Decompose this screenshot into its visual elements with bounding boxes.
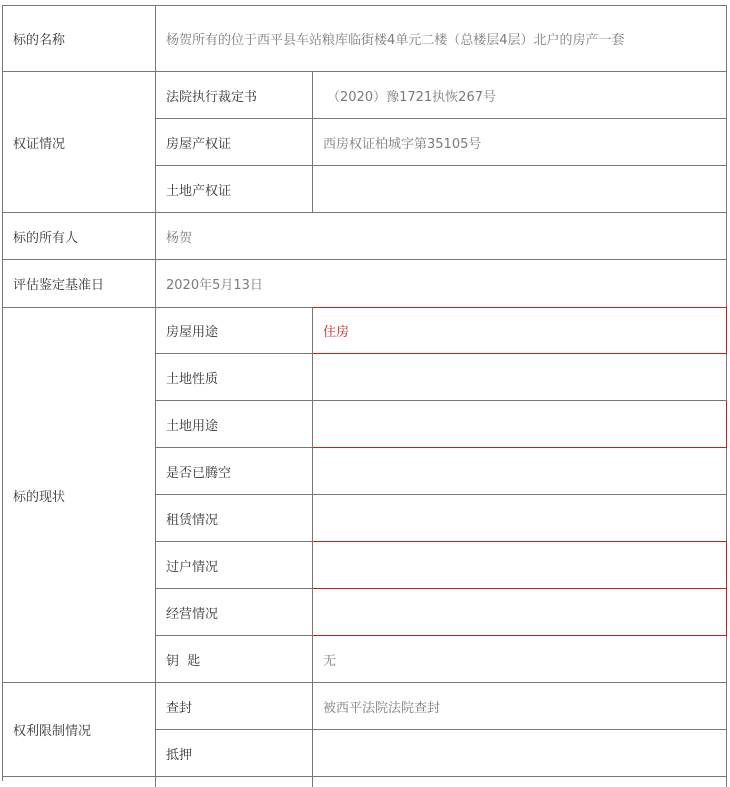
owner-value: 杨贺 — [156, 213, 727, 260]
subject-name-label: 标的名称 — [3, 6, 156, 72]
next-row-value-stub — [313, 777, 727, 787]
highlight-border — [313, 307, 727, 308]
operation-label: 经营情况 — [156, 589, 313, 636]
lease-label: 租赁情况 — [156, 495, 313, 542]
rights-label: 权证情况 — [3, 72, 156, 213]
next-row-label-stub — [3, 777, 156, 787]
vacated-value — [313, 448, 727, 495]
status-label: 标的现状 — [3, 308, 156, 683]
highlight-border — [313, 541, 727, 542]
land-cert-value — [313, 166, 727, 213]
keys-label: 钥 匙 — [156, 636, 313, 683]
valuation-date-label: 评估鉴定基准日 — [3, 260, 156, 308]
mortgage-label: 抵押 — [156, 730, 313, 777]
house-cert-label: 房屋产权证 — [156, 119, 313, 166]
seizure-value: 被西平法院法院查封 — [313, 683, 727, 730]
land-nature-value — [313, 354, 727, 401]
court-ruling-label: 法院执行裁定书 — [156, 72, 313, 119]
land-nature-label: 土地性质 — [156, 354, 313, 401]
house-cert-value: 西房权证柏城字第35105号 — [313, 119, 727, 166]
land-use-label: 土地用途 — [156, 401, 313, 448]
court-ruling-value: （2020）豫1721执恢267号 — [313, 72, 727, 119]
house-use-value: 住房 — [313, 308, 727, 354]
house-use-label: 房屋用途 — [156, 308, 313, 354]
seizure-label: 查封 — [156, 683, 313, 730]
transfer-value — [313, 542, 727, 589]
valuation-date-value: 2020年5月13日 — [156, 260, 727, 308]
operation-value — [313, 589, 727, 636]
restrictions-label: 权利限制情况 — [3, 683, 156, 777]
mortgage-value — [313, 730, 727, 777]
lease-value — [313, 495, 727, 542]
vacated-label: 是否已腾空 — [156, 448, 313, 495]
land-cert-label: 土地产权证 — [156, 166, 313, 213]
owner-label: 标的所有人 — [3, 213, 156, 260]
next-row-sub-stub — [156, 777, 313, 787]
subject-name-value: 杨贺所有的位于西平县车站粮库临街楼4单元二楼（总楼层4层）北户的房产一套 — [156, 6, 727, 72]
land-use-value — [313, 401, 727, 448]
keys-value: 无 — [313, 636, 727, 683]
transfer-label: 过户情况 — [156, 542, 313, 589]
